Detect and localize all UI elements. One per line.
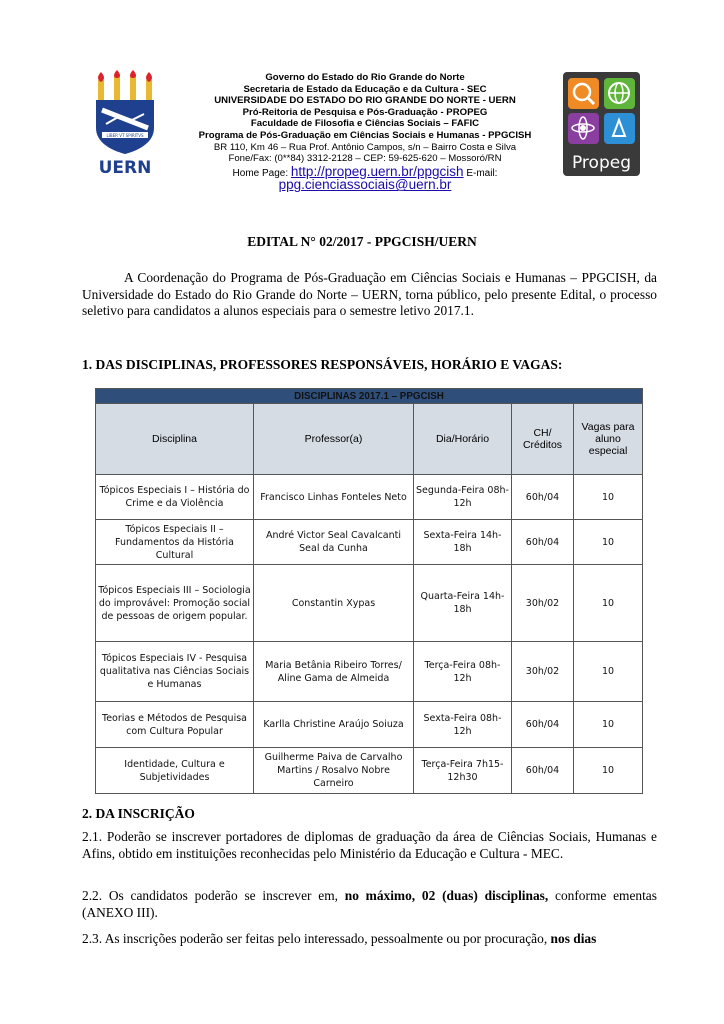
header-professor: Professor(a) — [254, 404, 414, 475]
cell-professor: Maria Betânia Ribeiro Torres/ Aline Gama de Almeida — [254, 642, 414, 702]
table-row — [96, 565, 643, 642]
cell-disciplina: Tópicos Especiais I – História do Crime e da Violência — [96, 475, 254, 520]
table-title-row — [96, 389, 643, 404]
home-page-link[interactable]: http://propeg.uern.br/ppgcish — [290, 163, 464, 179]
paragraph-2-3 — [82, 931, 657, 948]
table-row — [96, 475, 643, 520]
cell-ch: 30h/02 — [512, 565, 574, 642]
cell-vagas: 10 — [574, 475, 643, 520]
cell-horario: Quarta-Feira 14h-18h — [414, 565, 512, 642]
institution-header — [170, 72, 560, 193]
svg-text:UERN: UERN — [98, 158, 152, 176]
cell-professor: André Victor Seal Cavalcanti Seal da Cunha — [254, 520, 414, 565]
cell-horario: Terça-Feira 08h-12h — [414, 642, 512, 702]
p22-bold: no máximo, 02 (duas) disciplinas, — [344, 888, 549, 903]
cell-horario: Segunda-Feira 08h-12h — [414, 475, 512, 520]
cell-ch: 30h/02 — [512, 642, 574, 702]
header-line-6: Programa de Pós-Graduação em Ciências Sociais e Humanas - PPGCISH — [198, 129, 532, 141]
table-row — [96, 748, 643, 794]
home-page-label: Home Page: — [232, 167, 289, 179]
header-line-2: Secretaria de Estado da Educação e da Cultura - SEC — [243, 83, 487, 95]
header-horario: Dia/Horário — [414, 404, 512, 475]
cell-vagas: 10 — [574, 702, 643, 748]
p23-bold: nos dias — [550, 931, 597, 946]
cell-ch: 60h/04 — [512, 475, 574, 520]
cell-ch: 60h/04 — [512, 748, 574, 794]
table-title: DISCIPLINAS 2017.1 – PPGCISH — [96, 389, 643, 404]
header-ch: CH/ Créditos — [512, 404, 574, 475]
header-address: BR 110, Km 46 – Rua Prof. Antônio Campos, s/n – Bairro Costa e Silva — [213, 141, 517, 153]
cell-professor: Karlla Christine Araújo Soiuza — [254, 702, 414, 748]
cell-disciplina: Tópicos Especiais IV - Pesquisa qualitativa nas Ciências Sociais e Humanas — [96, 642, 254, 702]
cell-professor: Francisco Linhas Fonteles Neto — [254, 475, 414, 520]
cell-ch: 60h/04 — [512, 520, 574, 565]
cell-horario: Terça-Feira 7h15- 12h30 — [414, 748, 512, 794]
cell-horario: Sexta-Feira 14h-18h — [414, 520, 512, 565]
uern-logo — [92, 70, 158, 176]
header-vagas: Vagas para aluno especial — [574, 404, 643, 475]
cell-vagas: 10 — [574, 748, 643, 794]
svg-text:LIBER VT SPIRITVS: LIBER VT SPIRITVS — [106, 133, 144, 138]
cell-disciplina: Identidade, Cultura e Subjetividades — [96, 748, 254, 794]
section-1-heading: 1. DAS DISCIPLINAS, PROFESSORES RESPONSÁVEIS, HORÁRIO E VAGAS: — [82, 357, 563, 372]
header-line-5: Faculdade de Filosofia e Ciências Sociais – FAFIC — [250, 118, 480, 130]
cell-professor: Guilherme Paiva de Carvalho Martins / Rosalvo Nobre Carneiro — [254, 748, 414, 794]
intro-paragraph: A Coordenação do Programa de Pós-Graduação em Ciências Sociais e Humanas – PPGCISH, da Universidade do Estado do Rio Grande do Norte – UERN, torna público, pelo presente Edital, o processo seletivo para candidatos a alunos especiais para o semestre letivo 2017.1. — [82, 270, 657, 319]
header-phone: Fone/Fax: (0**84) 3312-2128 – CEP: 59-625-620 – Mossoró/RN — [228, 153, 502, 165]
paragraph-2-2 — [82, 888, 657, 921]
cell-disciplina: Tópicos Especiais II – Fundamentos da História Cultural — [96, 520, 254, 565]
cell-professor: Constantin Xypas — [254, 565, 414, 642]
table-row — [96, 520, 643, 565]
email-label: E-mail: — [466, 167, 498, 179]
cell-disciplina: Teorias e Métodos de Pesquisa com Cultura Popular — [96, 702, 254, 748]
cell-disciplina: Tópicos Especiais III – Sociologia do improvável: Promoção social de pessoas de origem popular. — [96, 565, 254, 642]
header-line-1: Governo do Estado do Rio Grande do Norte — [265, 72, 465, 83]
cell-vagas: 10 — [574, 520, 643, 565]
p23-before: 2.3. As inscrições poderão ser feitas pelo interessado, pessoalmente ou por procuração, — [82, 931, 548, 946]
svg-text:Propeg: Propeg — [571, 153, 632, 173]
table-header-row — [96, 404, 643, 475]
cell-ch: 60h/04 — [512, 702, 574, 748]
table-row — [96, 642, 643, 702]
disciplines-table — [95, 388, 643, 794]
paragraph-2-1: 2.1. Poderão se inscrever portadores de diplomas de graduação da área de Ciências Sociais, Humanas e Afins, obtido em instituições reconhecidas pelo Ministério da Educação e Cultura - MEC. — [82, 829, 657, 861]
cell-vagas: 10 — [574, 642, 643, 702]
propeg-logo — [563, 72, 640, 176]
p22-before: 2.2. Os candidatos poderão se inscrever em, — [82, 888, 338, 903]
header-line-3: UNIVERSIDADE DO ESTADO DO RIO GRANDE DO NORTE - UERN — [214, 95, 516, 107]
email-link[interactable]: ppg.cienciassociais@uern.br — [278, 177, 452, 193]
cell-vagas: 10 — [574, 565, 643, 642]
table-row — [96, 702, 643, 748]
cell-horario: Sexta-Feira 08h-12h — [414, 702, 512, 748]
p22-after: conforme ementas (ANEXO III). — [82, 888, 657, 920]
section-2-heading: 2. DA INSCRIÇÃO — [82, 806, 195, 821]
edital-title: EDITAL N° 02/2017 - PPGCISH/UERN — [247, 234, 477, 249]
header-disciplina: Disciplina — [96, 404, 254, 475]
header-line-4: Pró-Reitoria de Pesquisa e Pós-Graduação - PROPEG — [242, 106, 488, 118]
